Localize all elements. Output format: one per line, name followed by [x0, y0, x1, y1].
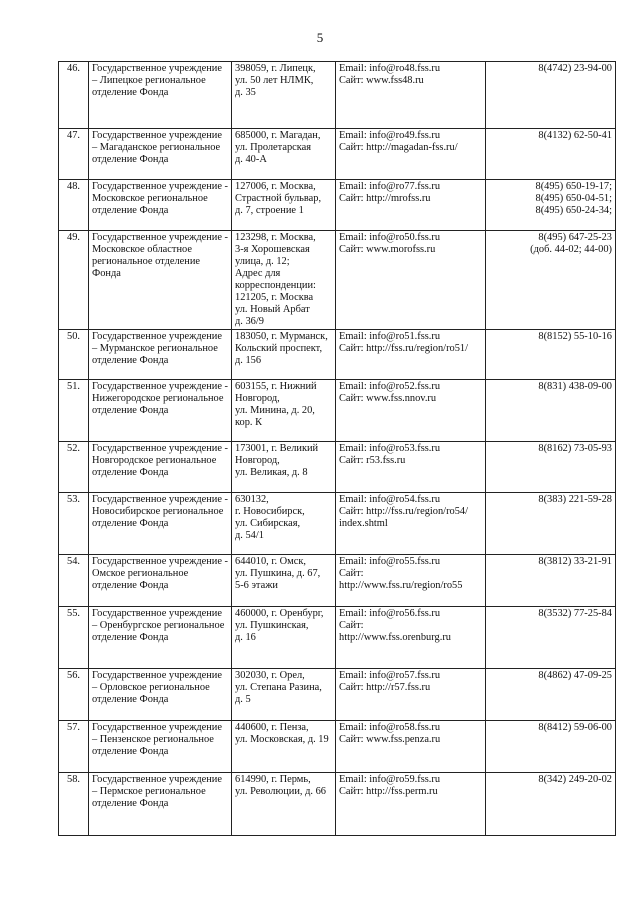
contact-line: Email: info@ro59.fss.ru [339, 774, 441, 785]
address-line: 603155, г. Нижний [235, 381, 317, 392]
address-line: 614990, г. Пермь, [235, 774, 311, 785]
phone-line: 8(4742) 23-94-00 [538, 63, 612, 74]
contact-line: Email: info@ro49.fss.ru [339, 130, 441, 141]
contacts-cell [336, 180, 486, 231]
address-cell [232, 555, 336, 607]
table-row [59, 330, 616, 380]
office-name: Государственное учреждение – Пензенское региональное отделение Фонда [92, 722, 222, 757]
table-row [59, 62, 616, 129]
address-cell [232, 231, 336, 330]
contact-line: Email: info@ro77.fss.ru [339, 181, 441, 192]
contact-line: Email: info@ro58.fss.ru [339, 722, 441, 733]
phone-line: 8(3812) 33-21-91 [538, 556, 612, 567]
address-line: Страстной бульвар, [235, 193, 322, 204]
address-line: г. Новосибирск, [235, 506, 305, 517]
address-line: Новгород, [235, 455, 280, 466]
phone-line: 8(3532) 77-25-84 [538, 608, 612, 619]
office-name-cell [89, 330, 232, 380]
regional-offices-table [58, 61, 616, 836]
contact-line: Сайт: http://r57.fss.ru [339, 682, 431, 693]
phone-line: 8(383) 221-59-28 [538, 494, 612, 505]
address-line: 127006, г. Москва, [235, 181, 316, 192]
address-line: 440600, г. Пенза, [235, 722, 309, 733]
contacts-cell [336, 607, 486, 669]
address-line: д. 35 [235, 87, 256, 98]
phone-line: 8(8412) 59-06-00 [538, 722, 612, 733]
row-number-cell: 53. [59, 493, 89, 555]
contact-line: Сайт: http://fss.ru/region/ro54/ [339, 506, 469, 517]
address-line: д. 156 [235, 355, 262, 366]
contact-line: Сайт: http://fss.perm.ru [339, 786, 438, 797]
contacts-cell [336, 231, 486, 330]
phone-cell [486, 330, 616, 380]
table-row [59, 380, 616, 442]
office-name: Государственное учреждение – Мурманское региональное отделение Фонда [92, 331, 222, 366]
table-row [59, 442, 616, 493]
contact-line: http://www.fss.orenburg.ru [339, 632, 451, 643]
contact-line: Email: info@ro55.fss.ru [339, 556, 441, 567]
phone-line: 8(495) 647-25-23 [538, 232, 612, 243]
address-cell [232, 669, 336, 721]
contacts-cell [336, 62, 486, 129]
table-row [59, 180, 616, 231]
page-number: 5 [316, 30, 324, 45]
address-cell [232, 129, 336, 180]
table-row [59, 129, 616, 180]
address-line: Новгород, [235, 393, 280, 404]
contact-line: Email: info@ro56.fss.ru [339, 608, 441, 619]
address-line: 173001, г. Великий [235, 443, 319, 454]
address-line: 302030, г. Орел, [235, 670, 305, 681]
office-name-cell [89, 555, 232, 607]
address-line: д. 54/1 [235, 530, 264, 541]
table-row [59, 721, 616, 773]
address-line: 398059, г. Липецк, [235, 63, 316, 74]
office-name: Государственное учреждение - Омское региональное отделение Фонда [92, 556, 229, 591]
table-row [59, 773, 616, 836]
row-number-cell: 52. [59, 442, 89, 493]
contact-line: Email: info@ro52.fss.ru [339, 381, 441, 392]
office-name-cell [89, 180, 232, 231]
address-cell [232, 442, 336, 493]
office-name-cell [89, 442, 232, 493]
phone-cell [486, 180, 616, 231]
contacts-cell [336, 330, 486, 380]
address-cell [232, 380, 336, 442]
row-number-cell: 57. [59, 721, 89, 773]
address-line: ул. Сибирская, [235, 518, 301, 529]
row-number-cell: 46. [59, 62, 89, 129]
contact-line: Сайт: www.fss48.ru [339, 75, 424, 86]
phone-cell [486, 493, 616, 555]
address-cell [232, 493, 336, 555]
contact-line: Сайт: r53.fss.ru [339, 455, 406, 466]
contact-line: Сайт: http://magadan-fss.ru/ [339, 142, 458, 153]
contact-line: Сайт: [339, 620, 364, 631]
phone-cell [486, 773, 616, 836]
address-line: 630132, [235, 494, 269, 505]
phone-line: 8(4132) 62-50-41 [538, 130, 612, 141]
office-name-cell [89, 669, 232, 721]
address-line: д. 36/9 [235, 316, 264, 327]
phone-line: 8(495) 650-04-51; [535, 193, 612, 204]
phone-line: 8(8152) 55-10-16 [538, 331, 612, 342]
phone-line: 8(495) 650-24-34; [535, 205, 612, 216]
address-line: 121205, г. Москва [235, 292, 314, 303]
address-line: д. 16 [235, 632, 256, 643]
address-line: кор. К [235, 417, 263, 428]
phone-cell [486, 231, 616, 330]
address-cell [232, 607, 336, 669]
contact-line: index.shtml [339, 518, 388, 529]
address-line: 183050, г. Мурманск, [235, 331, 328, 342]
row-number-cell: 49. [59, 231, 89, 330]
address-line: Кольский проспект, [235, 343, 323, 354]
row-number-cell: 51. [59, 380, 89, 442]
office-name: Государственное учреждение - Новосибирское региональное отделение Фонда [92, 494, 229, 529]
office-name-cell [89, 231, 232, 330]
row-number-cell: 56. [59, 669, 89, 721]
address-line: 123298, г. Москва, [235, 232, 316, 243]
address-line: ул. Минина, д. 20, [235, 405, 315, 416]
contacts-cell [336, 669, 486, 721]
address-cell [232, 721, 336, 773]
office-name-cell [89, 773, 232, 836]
address-line: ул. Новый Арбат [235, 304, 310, 315]
contact-line: Email: info@ro53.fss.ru [339, 443, 441, 454]
address-line: ул. Пушкинская, [235, 620, 309, 631]
office-name-cell [89, 607, 232, 669]
office-name: Государственное учреждение - Нижегородское региональное отделение Фонда [92, 381, 229, 416]
address-line: 460000, г. Оренбург, [235, 608, 324, 619]
contact-line: Сайт: www.fss.penza.ru [339, 734, 441, 745]
phone-line: 8(4862) 47-09-25 [538, 670, 612, 681]
phone-cell [486, 380, 616, 442]
row-number-cell: 58. [59, 773, 89, 836]
phone-cell [486, 721, 616, 773]
phone-cell [486, 669, 616, 721]
address-cell [232, 62, 336, 129]
contacts-cell [336, 773, 486, 836]
table-row [59, 231, 616, 330]
address-line: 644010, г. Омск, [235, 556, 306, 567]
row-number-cell: 54. [59, 555, 89, 607]
phone-cell [486, 129, 616, 180]
office-name: Государственное учреждение – Магаданское региональное отделение Фонда [92, 130, 222, 165]
office-name-cell [89, 62, 232, 129]
phone-cell [486, 555, 616, 607]
address-line: д. 7, строение 1 [235, 205, 304, 216]
contact-line: Email: info@ro57.fss.ru [339, 670, 441, 681]
contact-line: http://www.fss.ru/region/ro55 [339, 580, 463, 591]
address-line: корреспонденции: [235, 280, 316, 291]
row-number-cell: 48. [59, 180, 89, 231]
address-line: 3-я Хорошевская [235, 244, 310, 255]
phone-line: 8(831) 438-09-00 [538, 381, 612, 392]
office-name: Государственное учреждение - Новгородское региональное отделение Фонда [92, 443, 229, 478]
contact-line: Email: info@ro48.fss.ru [339, 63, 441, 74]
address-line: ул. Степана Разина, [235, 682, 322, 693]
phone-cell [486, 607, 616, 669]
address-line: ул. Пролетарская [235, 142, 312, 153]
phone-line: 8(8162) 73-05-93 [538, 443, 612, 454]
address-line: Адрес для [235, 268, 281, 279]
contact-line: Сайт: http://mrofss.ru [339, 193, 431, 204]
contact-line: Email: info@ro51.fss.ru [339, 331, 441, 342]
phone-cell [486, 442, 616, 493]
office-name: Государственное учреждение - Московское региональное отделение Фонда [92, 181, 229, 216]
row-number-cell: 50. [59, 330, 89, 380]
contact-line: Email: info@ro50.fss.ru [339, 232, 441, 243]
office-name: Государственное учреждение – Орловское региональное отделение Фонда [92, 670, 222, 705]
office-name: Государственное учреждение – Пермское региональное отделение Фонда [92, 774, 222, 809]
address-cell [232, 330, 336, 380]
address-line: д. 5 [235, 694, 251, 705]
contact-line: Сайт: www.morofss.ru [339, 244, 436, 255]
office-name: Государственное учреждение - Московское областное региональное отделение Фонда [92, 232, 229, 279]
contact-line: Сайт: www.fss.nnov.ru [339, 393, 437, 404]
address-line: 5-6 этажи [235, 580, 278, 591]
row-number-cell: 47. [59, 129, 89, 180]
office-name: Государственное учреждение – Оренбургское региональное отделение Фонда [92, 608, 225, 643]
office-name-cell [89, 129, 232, 180]
address-line: д. 40-А [235, 154, 267, 165]
phone-line: 8(342) 249-20-02 [538, 774, 612, 785]
phone-cell [486, 62, 616, 129]
address-cell [232, 773, 336, 836]
office-name-cell [89, 380, 232, 442]
contacts-cell [336, 721, 486, 773]
table-row [59, 669, 616, 721]
address-line: ул. Московская, д. 19 [235, 734, 329, 745]
row-number-cell: 55. [59, 607, 89, 669]
contact-line: Сайт: [339, 568, 364, 579]
table-row [59, 555, 616, 607]
address-line: ул. Пушкина, д. 67, [235, 568, 321, 579]
contacts-cell [336, 380, 486, 442]
address-cell [232, 180, 336, 231]
contact-line: Сайт: http://fss.ru/region/ro51/ [339, 343, 469, 354]
contact-line: Email: info@ro54.fss.ru [339, 494, 441, 505]
address-line: 685000, г. Магадан, [235, 130, 321, 141]
contacts-cell [336, 442, 486, 493]
table-row [59, 493, 616, 555]
table-row [59, 607, 616, 669]
contacts-cell [336, 555, 486, 607]
contacts-cell [336, 129, 486, 180]
phone-line: (доб. 44-02; 44-00) [530, 244, 612, 255]
phone-line: 8(495) 650-19-17; [535, 181, 612, 192]
office-name-cell [89, 493, 232, 555]
office-name: Государственное учреждение – Липецкое региональное отделение Фонда [92, 63, 222, 98]
address-line: ул. 50 лет НЛМК, [235, 75, 314, 86]
office-name-cell [89, 721, 232, 773]
address-line: ул. Революции, д. 66 [235, 786, 326, 797]
contacts-cell [336, 493, 486, 555]
address-line: ул. Великая, д. 8 [235, 467, 308, 478]
address-line: улица, д. 12; [235, 256, 290, 267]
